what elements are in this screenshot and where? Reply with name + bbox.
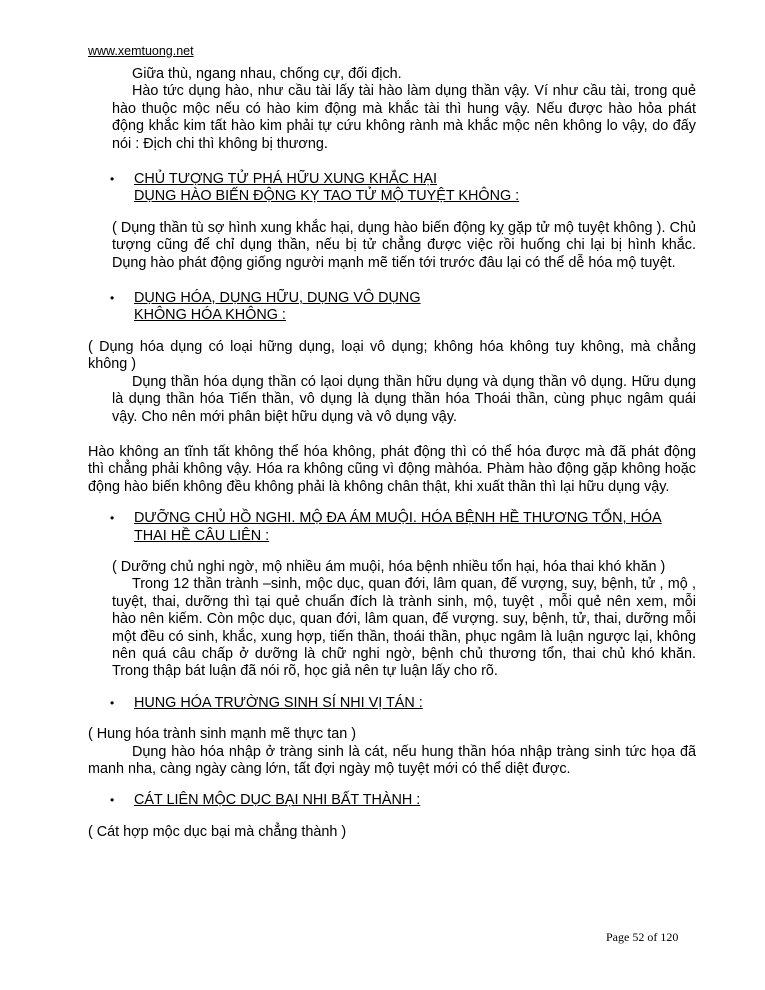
paragraph: ( Dưỡng chủ nghi ngờ, mộ nhiều ám muội, hóa bệnh nhiều tổn hại, hóa thai khó khăn ) bbox=[112, 558, 666, 575]
paragraph: ( Cát hợp mộc dục bại mà chẳng thành ) bbox=[88, 823, 347, 840]
section-heading bbox=[88, 290, 696, 325]
heading-line: DỤNG HÓA, DỤNG HỮU, DỤNG VÔ DỤNG bbox=[134, 290, 421, 307]
heading-line: DỤNG HÀO BIẾN ĐỘNG KỴ TAO TỬ MỘ TUYỆT KHÔNG : bbox=[134, 188, 520, 205]
paragraph: Giữa thù, ngang nhau, chống cự, đối địch. bbox=[132, 66, 402, 82]
bullet-icon: • bbox=[110, 172, 115, 187]
page-number: Page 52 of 120 bbox=[606, 930, 679, 944]
paragraph: ( Hung hóa trành sinh mạnh mẽ thực tan ) bbox=[88, 726, 357, 743]
bullet-icon: • bbox=[110, 695, 115, 710]
paragraph: Dụng hào hóa nhập ở tràng sinh là cát, nếu hung thần hóa nhập tràng sinh tức họa đã manh nha, càng ngày càng lớn, tất đợi ngày mộ tuyệt mới có thể diệt được. bbox=[88, 743, 696, 777]
page-body bbox=[88, 66, 696, 841]
heading-line: HUNG HÓA TRƯỜNG SINH SÍ NHI VỊ TÁN : bbox=[134, 694, 423, 711]
paragraph: Hào tức dụng hào, như cầu tài lấy tài hào làm dụng thần vậy. Ví như cầu tài, trong quẻ hào thuộc mộc nếu có hào kim động mà khắc tài thì hung vậy. Nếu được hào hỏa phát động khắc kim tất hào kim phải tự cứu không rành mà khắc mộc nên không lo vậy, do đấy nói : Địch chi thì không bị thương. bbox=[112, 83, 696, 152]
heading-line: CÁT LIÊN MỘC DỤC BẠI NHI BẤT THÀNH : bbox=[134, 792, 421, 809]
section-heading bbox=[88, 792, 696, 809]
heading-line: KHÔNG HÓA KHÔNG : bbox=[134, 307, 286, 324]
section-heading bbox=[88, 171, 696, 206]
paragraph: Trong 12 thần trành –sinh, mộc dục, quan đới, lâm quan, đế vượng, suy, bệnh, tử , mộ , tuyệt, thai, dưỡng thì tại quẻ chuẩn đích là trành sinh, mộ, tuyệt , mỗi quẻ nên xem, mỗi hào nên kiếm. Còn mộc dục, quan đới, lâm quan, đế vượng. suy, bệnh, tử, thai, dưỡng mỗi một đều có sinh, khắc, xung hợp, tiến thần, thoái thần, phục ngâm là luận ngược lại, không nên quá câu chấp ở dưỡng là chữ nghi ngờ, bệnh chủ thương tổn, thai chủ khó khăn. Trong thập bát luận đã nói rõ, học giả nên tự luận lấy cho rõ. bbox=[112, 576, 696, 680]
bullet-icon: • bbox=[110, 511, 115, 526]
section-heading bbox=[88, 695, 696, 712]
heading-line: CHỦ TƯỢNG TỬ PHÁ HỮU XUNG KHẮC HẠI bbox=[134, 171, 437, 188]
heading-line: THAI HỀ CÂU LIÊN : bbox=[134, 527, 270, 544]
site-url[interactable]: www.xemtuong.net bbox=[88, 44, 194, 58]
paragraph: ( Dụng hóa dụng có loại hững dụng, loại vô dụng; không hóa không tuy không, mà chẳng không ) bbox=[88, 338, 696, 373]
paragraph: Dụng thần hóa dụng thần có lạoi dụng thần hữu dụng và dụng thần vô dụng. Hữu dụng là dụng thần hóa Tiến thần, vô dụng là dụng thần hóa Thoái thần, cùng phục ngâm quái vậy. Cho nên mới phân biệt hữu dụng và vô dụng vậy. bbox=[112, 373, 696, 425]
paragraph: ( Dụng thần tù sợ hình xung khắc hại, dụng hào biến động kỵ gặp tử mộ tuyệt không ). Chủ tượng cũng để chỉ dụng thần, nếu bị tử chẳng được việc rồi huống chi lại bị hình khắc. Dụng hào phát động giống người mạnh mẽ tiến tới trước đâu lại có thể dễ hóa mộ tuyệt. bbox=[112, 219, 696, 271]
paragraph: Hào không an tĩnh tất không thể hóa không, phát động thì có thể hóa được mà đã phát động thì chẳng phải không vậy. Hóa ra không cũng vì động màhóa. Phàm hào động gặp không hoặc động hào biến không đều không phải là không chân thật, khi xuất thần thì lại hữu dụng vậy. bbox=[88, 443, 696, 495]
bullet-icon: • bbox=[110, 291, 115, 306]
heading-line: DƯỠNG CHỦ HỒ NGHI. MỘ ĐA ÁM MUỘI. HÓA BỆNH HỀ THƯƠNG TỔN, HÓA bbox=[134, 510, 662, 527]
bullet-icon: • bbox=[110, 793, 115, 808]
section-heading bbox=[88, 510, 696, 545]
